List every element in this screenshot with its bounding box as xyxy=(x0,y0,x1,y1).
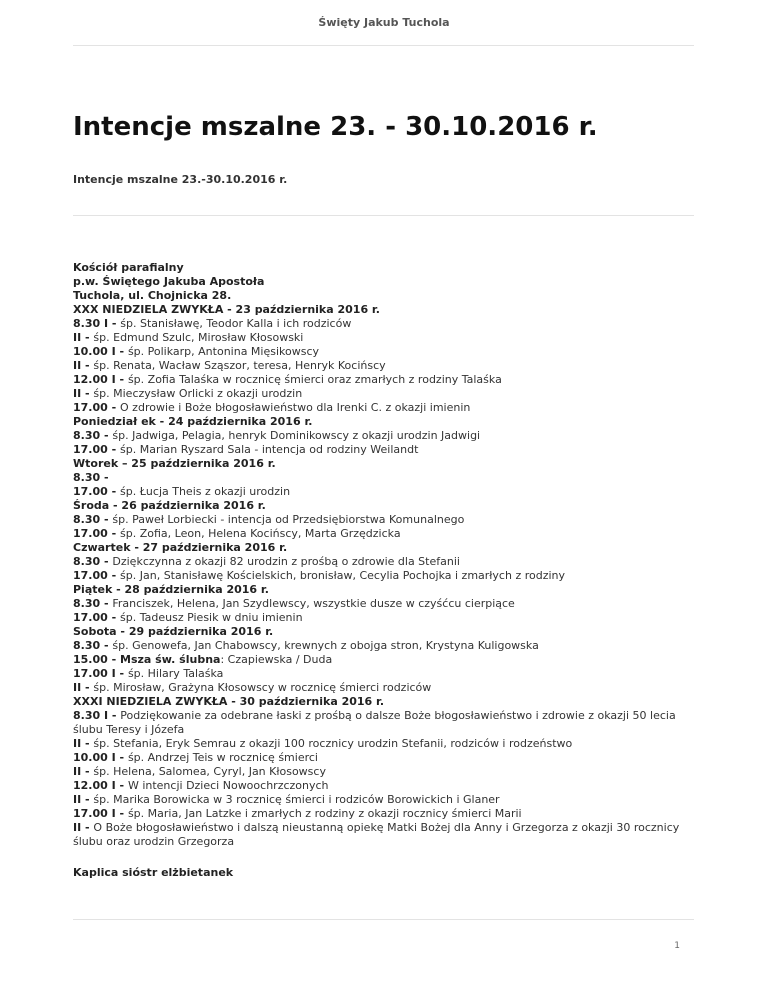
intention-line xyxy=(73,737,703,751)
intention-label: Piątek - 28 października 2016 r. xyxy=(73,583,269,596)
intention-label: 17.00 - xyxy=(73,527,121,540)
intention-label: II - xyxy=(73,331,94,344)
intention-line xyxy=(73,387,703,401)
intention-label: 12.00 I - xyxy=(73,779,128,792)
intention-line xyxy=(73,289,703,303)
intention-text: śp. Hilary Talaśka xyxy=(127,667,224,680)
intention-text: śp. Zofia Talaśka w rocznicę śmierci oraz zmarłych z rodziny Talaśka xyxy=(127,373,502,386)
intention-text: śp. Marika Borowicka w 3 rocznicę śmierci i rodziców Borowickich i Glaner xyxy=(93,793,500,806)
intention-line xyxy=(73,415,703,429)
intention-line xyxy=(73,751,703,765)
intention-label: 8.30 - xyxy=(73,471,109,484)
intention-line xyxy=(73,695,703,709)
intention-line xyxy=(73,345,703,359)
intention-line xyxy=(73,681,703,695)
intention-line xyxy=(73,709,703,737)
intention-label: 17.00 - xyxy=(73,611,121,624)
intention-line xyxy=(73,807,703,821)
intention-line xyxy=(73,583,703,597)
intention-text: śp. Zofia, Leon, Helena Kocińscy, Marta Grzędzicka xyxy=(120,527,401,540)
intention-label: 10.00 I - xyxy=(73,345,128,358)
intention-text: śp. Renata, Wacław Sząszor, teresa, Henryk Kocińscy xyxy=(93,359,386,372)
intention-text: śp. Jan, Stanisławę Kościelskich, bronisław, Cecylia Pochojka i zmarłych z rodziny xyxy=(120,569,566,582)
intention-label: 17.00 - xyxy=(73,485,121,498)
intention-line xyxy=(73,443,703,457)
intention-label: II - xyxy=(73,765,94,778)
intention-label: II - xyxy=(73,793,94,806)
intention-line xyxy=(73,555,703,569)
intention-text: O zdrowie i Boże błogosławieństwo dla Irenki C. z okazji imienin xyxy=(120,401,471,414)
intention-label: II - xyxy=(73,681,94,694)
intention-line xyxy=(73,261,703,275)
intention-label: Środa - 26 października 2016 r. xyxy=(73,499,266,512)
intention-line xyxy=(73,331,703,345)
intention-line xyxy=(73,485,703,499)
intention-line xyxy=(73,499,703,513)
intention-text: śp. Andrzej Teis w rocznicę śmierci xyxy=(127,751,318,764)
intention-line xyxy=(73,317,703,331)
intention-text: śp. Helena, Salomea, Cyryl, Jan Kłosowscy xyxy=(93,765,326,778)
intention-text: śp. Mieczysław Orlicki z okazji urodzin xyxy=(93,387,303,400)
intention-line xyxy=(73,569,703,583)
intention-line xyxy=(73,471,703,485)
intention-line xyxy=(73,793,703,807)
intention-label: II - xyxy=(73,821,94,834)
intention-text: śp. Marian Ryszard Sala - intencja od rodziny Weilandt xyxy=(120,443,419,456)
intention-text: śp. Edmund Szulc, Mirosław Kłosowski xyxy=(93,331,304,344)
intention-label: II - xyxy=(73,359,94,372)
intention-label: 8.30 - xyxy=(73,639,113,652)
intention-label: Sobota - 29 października 2016 r. xyxy=(73,625,274,638)
intention-text: O Boże błogosławieństwo i dalszą nieustanną opiekę Matki Bożej dla Anny i Grzegorza z okazji 30 rocznicy ślubu oraz urodzin Grzegorza xyxy=(73,821,680,848)
intention-label: Czwartek - 27 października 2016 r. xyxy=(73,541,288,554)
intention-label: 17.00 - xyxy=(73,569,121,582)
intention-text: śp. Mirosław, Grażyna Kłosowscy w rocznicę śmierci rodziców xyxy=(93,681,432,694)
intention-text: Dziękczynna z okazji 82 urodzin z prośbą o zdrowie dla Stefanii xyxy=(112,555,460,568)
intention-label: Tuchola, ul. Chojnicka 28. xyxy=(73,289,232,302)
intention-label: XXXI NIEDZIELA ZWYKŁA - 30 października 2016 r. xyxy=(73,695,385,708)
intention-line xyxy=(73,373,703,387)
intention-line xyxy=(73,527,703,541)
intention-line xyxy=(73,275,703,289)
intention-label: 8.30 - xyxy=(73,429,113,442)
intention-line xyxy=(73,401,703,415)
intention-label: 12.00 I - xyxy=(73,373,128,386)
intention-label: 15.00 - Msza św. ślubna xyxy=(73,653,221,666)
intention-label: 8.30 - xyxy=(73,555,113,568)
header-divider xyxy=(73,45,694,46)
mass-intentions-list xyxy=(73,261,703,849)
intention-text: Podziękowanie za odebrane łaski z prośbą o dalsze Boże błogosławieństwo i zdrowie z okazji 50 lecia ślubu Teresy i Józefa xyxy=(73,709,676,736)
intention-text: śp. Stefania, Eryk Semrau z okazji 100 rocznicy urodzin Stefanii, rodziców i rodzeństwo xyxy=(93,737,573,750)
intention-text: śp. Jadwiga, Pelagia, henryk Dominikowscy z okazji urodzin Jadwigi xyxy=(112,429,481,442)
intention-text: śp. Łucja Theis z okazji urodzin xyxy=(120,485,291,498)
intention-line xyxy=(73,667,703,681)
intention-label: 8.30 I - xyxy=(73,709,121,722)
intention-line xyxy=(73,597,703,611)
content-divider xyxy=(73,215,694,216)
intention-line xyxy=(73,653,703,667)
site-title: Święty Jakub Tuchola xyxy=(318,16,450,29)
intention-line xyxy=(73,765,703,779)
intention-line xyxy=(73,821,703,849)
page-title: Intencje mszalne 23. - 30.10.2016 r. xyxy=(73,112,598,142)
intention-line xyxy=(73,457,703,471)
intention-text: śp. Maria, Jan Latzke i zmarłych z rodziny z okazji rocznicy śmierci Marii xyxy=(127,807,522,820)
intention-line xyxy=(73,429,703,443)
article-subtitle: Intencje mszalne 23.-30.10.2016 r. xyxy=(73,173,288,186)
intention-label: II - xyxy=(73,737,94,750)
intention-label: 17.00 I - xyxy=(73,807,128,820)
intention-label: Poniedział ek - 24 października 2016 r. xyxy=(73,415,313,428)
chapel-heading: Kaplica sióstr elżbietanek xyxy=(73,866,234,879)
intention-label: p.w. Świętego Jakuba Apostoła xyxy=(73,275,265,288)
intention-line xyxy=(73,779,703,793)
intention-text: : Czapiewska / Duda xyxy=(220,653,333,666)
intention-line xyxy=(73,541,703,555)
intention-line xyxy=(73,639,703,653)
intention-label: Kościół parafialny xyxy=(73,261,184,274)
intention-text: śp. Stanisławę, Teodor Kalla i ich rodziców xyxy=(120,317,352,330)
intention-label: XXX NIEDZIELA ZWYKŁA - 23 października 2016 r. xyxy=(73,303,380,316)
intention-label: 17.00 I - xyxy=(73,667,128,680)
intention-line xyxy=(73,625,703,639)
intention-text: śp. Polikarp, Antonina Mięsikowscy xyxy=(127,345,320,358)
intention-label: 17.00 - xyxy=(73,443,121,456)
intention-line xyxy=(73,513,703,527)
intention-label: II - xyxy=(73,387,94,400)
intention-text: śp. Genowefa, Jan Chabowscy, krewnych z obojga stron, Krystyna Kuligowska xyxy=(112,639,539,652)
intention-label: 8.30 - xyxy=(73,597,113,610)
intention-label: 10.00 I - xyxy=(73,751,128,764)
intention-label: 8.30 I - xyxy=(73,317,121,330)
footer-divider xyxy=(73,919,694,920)
intention-text: śp. Paweł Lorbiecki - intencja od Przedsiębiorstwa Komunalnego xyxy=(112,513,465,526)
intention-label: 8.30 - xyxy=(73,513,113,526)
intention-line xyxy=(73,611,703,625)
page-number: 1 xyxy=(674,941,680,951)
intention-line xyxy=(73,359,703,373)
intention-text: śp. Tadeusz Piesik w dniu imienin xyxy=(120,611,303,624)
intention-line xyxy=(73,303,703,317)
intention-text: Franciszek, Helena, Jan Szydlewscy, wszystkie dusze w czyśćcu cierpiące xyxy=(112,597,515,610)
intention-label: 17.00 - xyxy=(73,401,121,414)
intention-text: W intencji Dzieci Nowoochrzczonych xyxy=(127,779,329,792)
intention-label: Wtorek – 25 października 2016 r. xyxy=(73,457,276,470)
